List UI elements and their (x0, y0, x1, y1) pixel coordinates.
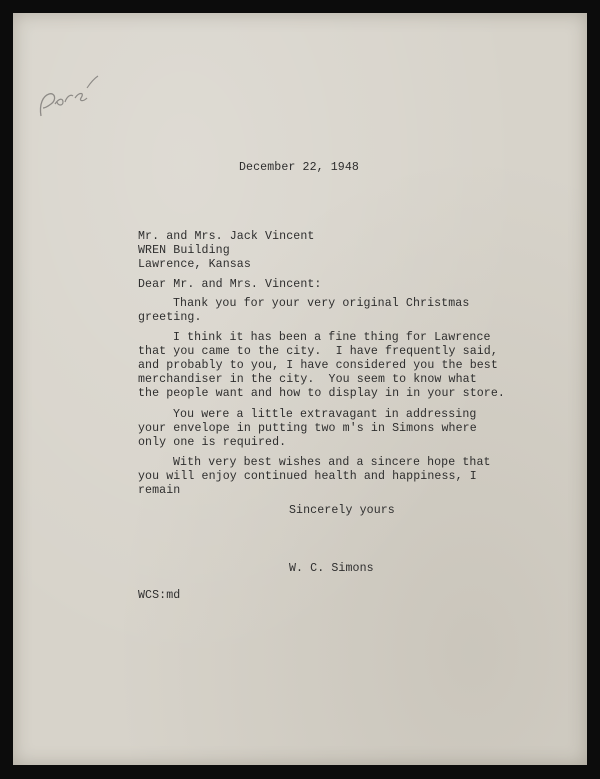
typist-initials: WCS:md (138, 589, 181, 602)
closing: Sincerely yours (289, 504, 395, 517)
paragraph-2-line-1: I think it has been a fine thing for Lawrence (173, 331, 491, 344)
letter-date: December 22, 1948 (239, 161, 359, 174)
paragraph-3-line-1: You were a little extravagant in addressing (173, 408, 477, 421)
paragraph-2-line-4: merchandiser in the city. You seem to know what (138, 373, 477, 386)
paragraph-2-line-5: the people want and how to display in in your store. (138, 387, 505, 400)
salutation: Dear Mr. and Mrs. Vincent: (138, 278, 322, 291)
signature-name: W. C. Simons (289, 562, 374, 575)
pencil-annotation (35, 58, 105, 128)
paragraph-4-line-1: With very best wishes and a sincere hope that (173, 456, 491, 469)
paragraph-3-line-2: your envelope in putting two m's in Simons where (138, 422, 477, 435)
paragraph-4-line-2: you will enjoy continued health and happiness, I (138, 470, 477, 483)
address-line-name: Mr. and Mrs. Jack Vincent (138, 230, 315, 243)
paragraph-3-line-3: only one is required. (138, 436, 287, 449)
letter-page (13, 13, 587, 765)
paragraph-1-line-2: greeting. (138, 311, 202, 324)
address-line-city: Lawrence, Kansas (138, 258, 251, 271)
paragraph-4-line-3: remain (138, 484, 181, 497)
address-line-building: WREN Building (138, 244, 230, 257)
paragraph-1-line-1: Thank you for your very original Christmas (173, 297, 470, 310)
paragraph-2-line-3: and probably to you, I have considered you the best (138, 359, 498, 372)
paragraph-2-line-2: that you came to the city. I have frequently said, (138, 345, 498, 358)
